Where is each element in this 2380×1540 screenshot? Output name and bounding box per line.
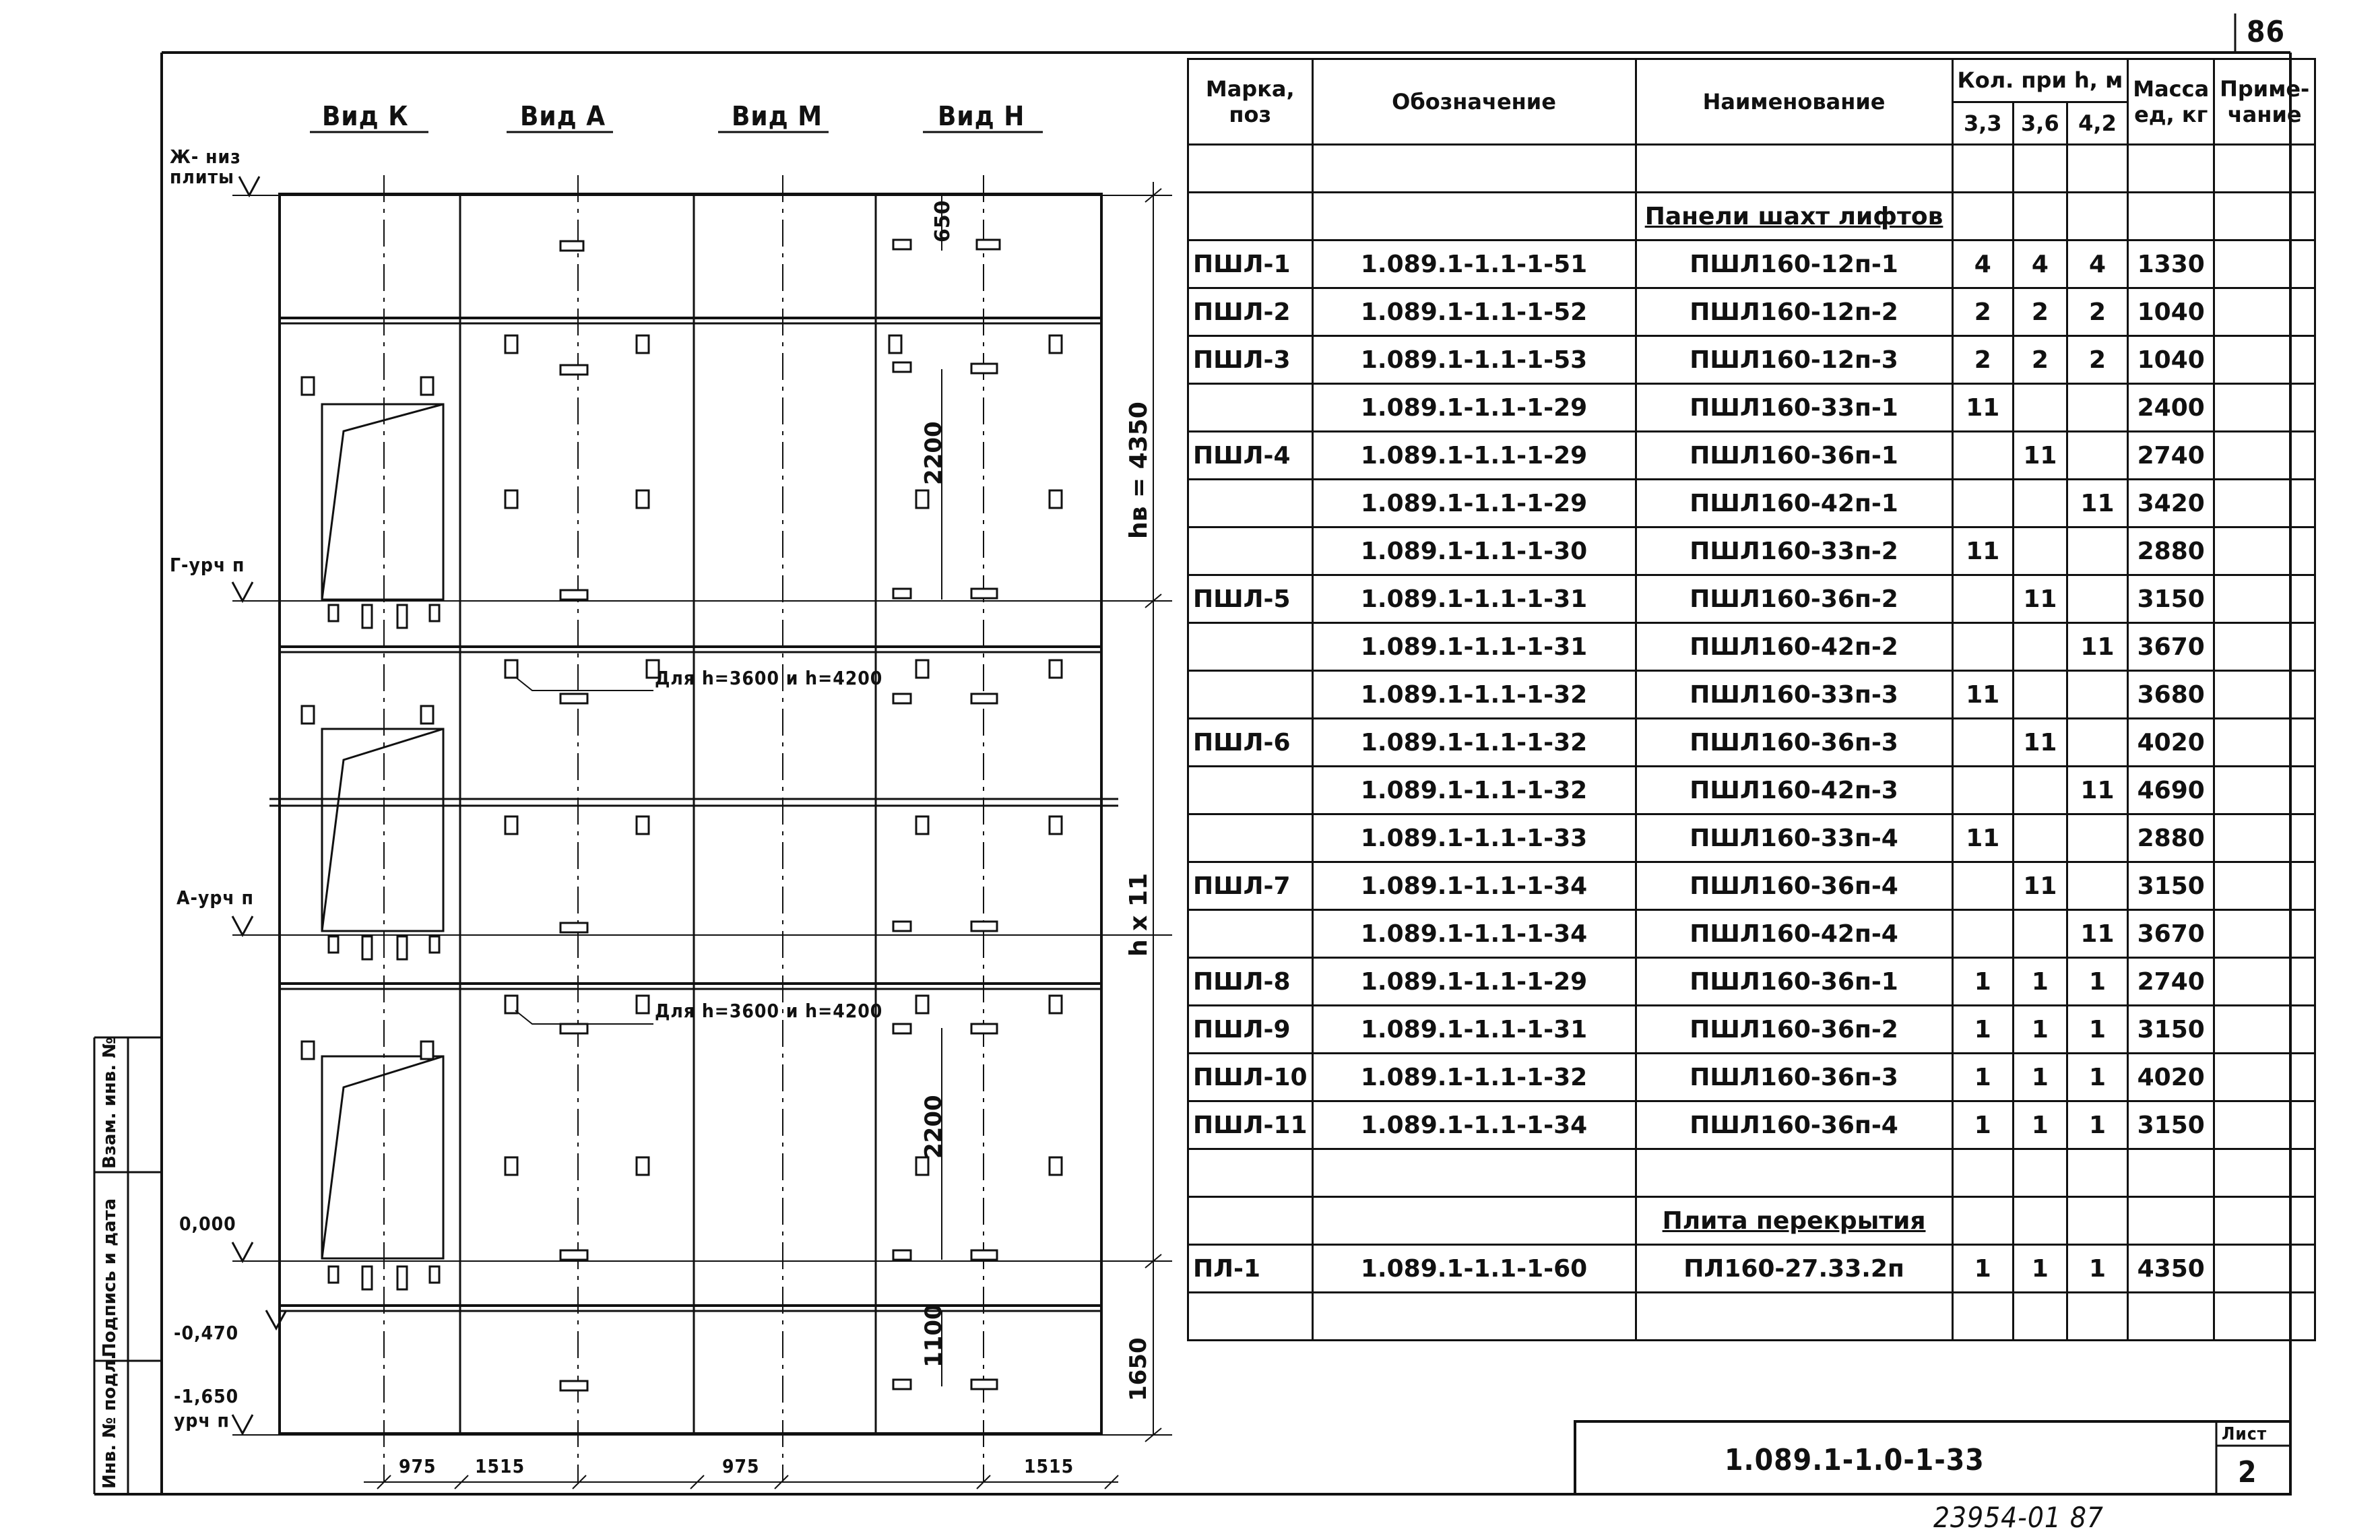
note-h-second: Для h=3600 и h=4200: [655, 1000, 883, 1022]
cell-q36: 11: [2014, 575, 2067, 623]
dim-975-b: 975: [722, 1455, 760, 1477]
cell-q36: [2014, 384, 2067, 432]
cell-q42: 11: [2067, 623, 2128, 671]
cell-q42: 1: [2067, 958, 2128, 1006]
cell-mass: 3150: [2128, 575, 2214, 623]
col-mass: Масса ед, кг: [2128, 59, 2214, 145]
cell-q33: [1952, 623, 2013, 671]
cell-q42: [2067, 719, 2128, 767]
cell-q42: [2067, 814, 2128, 862]
table-body: [1188, 240, 2315, 1149]
cell-q33: [1952, 432, 2013, 480]
section-slab: Плита перекрытия: [1636, 1197, 1952, 1245]
cell-note: [2214, 480, 2315, 527]
cell-q42: [2067, 862, 2128, 910]
cell-mass: 1040: [2128, 288, 2214, 336]
cell-mark: [1188, 384, 1313, 432]
cell-q36: 11: [2014, 862, 2067, 910]
level-a: А-урч п: [176, 887, 254, 909]
cell-q42: 4: [2067, 240, 2128, 288]
cell-name: ПШЛ160-33п-3: [1636, 671, 1952, 719]
cell-q33: 1: [1952, 958, 2013, 1006]
cell-note: [2214, 575, 2315, 623]
cell-note: [2214, 384, 2315, 432]
cell-designation: 1.089.1-1.1-1-32: [1312, 767, 1636, 814]
cell-q42: [2067, 575, 2128, 623]
cell-q36: [2014, 527, 2067, 575]
cell-q36: [2014, 767, 2067, 814]
cell-note: [2214, 862, 2315, 910]
table-row: [1188, 958, 2315, 1006]
cell-mark: ПШЛ-11: [1188, 1101, 1313, 1149]
table-row: [1188, 575, 2315, 623]
cell-mark: ПШЛ-5: [1188, 575, 1313, 623]
cell-q33: 1: [1952, 1245, 2013, 1293]
cell-designation: 1.089.1-1.1-1-32: [1312, 1054, 1636, 1101]
cell-mass: 2880: [2128, 814, 2214, 862]
cell-mark: ПШЛ-1: [1188, 240, 1313, 288]
level-minus047: -0,470: [174, 1322, 239, 1344]
level-g: Г-урч п: [170, 554, 245, 576]
view-n-title: Вид Н: [938, 101, 1025, 132]
cell-note: [2214, 623, 2315, 671]
cell-note: [2214, 767, 2315, 814]
cell-note: [2214, 719, 2315, 767]
cell-mark: [1188, 623, 1313, 671]
cell-note: [2214, 1054, 2315, 1101]
cell-name: ПШЛ160-42п-4: [1636, 910, 1952, 958]
cell-designation: 1.089.1-1.1-1-34: [1312, 862, 1636, 910]
cell-designation: 1.089.1-1.1-1-34: [1312, 910, 1636, 958]
table-row: [1188, 384, 2315, 432]
cell-mark: [1188, 671, 1313, 719]
table-row: [1188, 432, 2315, 480]
cell-designation: 1.089.1-1.1-1-34: [1312, 1101, 1636, 1149]
table-row: [1188, 1101, 2315, 1149]
cell-q33: [1952, 910, 2013, 958]
cell-mass: 4690: [2128, 767, 2214, 814]
cell-q36: [2014, 910, 2067, 958]
cell-designation: 1.089.1-1.1-1-31: [1312, 1006, 1636, 1054]
table-row: [1188, 240, 2315, 288]
section-lift-panels: Панели шахт лифтов: [1636, 193, 1952, 240]
cell-note: [2214, 1006, 2315, 1054]
view-m-title: Вид М: [732, 101, 823, 132]
stamp-inv-podl: Инв. № подл.: [100, 1353, 120, 1489]
cell-q33: 11: [1952, 384, 2013, 432]
cell-mass: 4020: [2128, 1054, 2214, 1101]
cell-q33: [1952, 575, 2013, 623]
table-row: [1188, 814, 2315, 862]
sheet-label: Лист: [2222, 1424, 2268, 1444]
cell-mark: ПШЛ-8: [1188, 958, 1313, 1006]
cell-q33: 11: [1952, 671, 2013, 719]
cell-q42: 11: [2067, 480, 2128, 527]
cell-note: [2214, 671, 2315, 719]
cell-mass: 3680: [2128, 671, 2214, 719]
stamp-vzam: Взам. инв. №: [100, 1037, 120, 1169]
cell-designation: 1.089.1-1.1-1-51: [1312, 240, 1636, 288]
cell-mark: ПЛ-1: [1188, 1245, 1313, 1293]
dim-2200-b: 2200: [920, 1095, 947, 1159]
cell-name: ПШЛ160-12п-3: [1636, 336, 1952, 384]
col-designation: Обозначение: [1312, 59, 1636, 145]
cell-q36: 1: [2014, 958, 2067, 1006]
cell-q33: 2: [1952, 336, 2013, 384]
cell-q42: [2067, 671, 2128, 719]
cell-mark: ПШЛ-10: [1188, 1054, 1313, 1101]
cell-designation: 1.089.1-1.1-1-60: [1312, 1245, 1636, 1293]
cell-designation: 1.089.1-1.1-1-29: [1312, 384, 1636, 432]
table-row: [1188, 480, 2315, 527]
cell-mark: ПШЛ-2: [1188, 288, 1313, 336]
view-k-title: Вид К: [322, 101, 409, 132]
col-h33: 3,3: [1952, 102, 2013, 145]
cell-name: ПШЛ160-42п-3: [1636, 767, 1952, 814]
cell-note: [2214, 910, 2315, 958]
cell-q33: 1: [1952, 1101, 2013, 1149]
cell-mark: [1188, 527, 1313, 575]
table-row: [1188, 623, 2315, 671]
cell-q42: 11: [2067, 767, 2128, 814]
cell-q42: [2067, 432, 2128, 480]
cell-note: [2214, 1245, 2315, 1293]
spec-table: [1187, 58, 2316, 1341]
dim-975-a: 975: [399, 1455, 437, 1477]
cell-designation: 1.089.1-1.1-1-29: [1312, 958, 1636, 1006]
cell-mass: 3420: [2128, 480, 2214, 527]
cell-note: [2214, 958, 2315, 1006]
cell-q33: 11: [1952, 814, 2013, 862]
cell-mark: [1188, 480, 1313, 527]
col-name: Наименование: [1636, 59, 1952, 145]
cell-mass: 2880: [2128, 527, 2214, 575]
cell-designation: 1.089.1-1.1-1-31: [1312, 575, 1636, 623]
cell-mass: 1330: [2128, 240, 2214, 288]
cell-note: [2214, 1101, 2315, 1149]
col-h36: 3,6: [2014, 102, 2067, 145]
table-row: [1188, 719, 2315, 767]
table-row: [1188, 671, 2315, 719]
cell-mass: 1040: [2128, 336, 2214, 384]
cell-name: ПШЛ160-12п-1: [1636, 240, 1952, 288]
cell-mark: [1188, 814, 1313, 862]
cell-designation: 1.089.1-1.1-1-52: [1312, 288, 1636, 336]
cell-mark: ПШЛ-7: [1188, 862, 1313, 910]
cell-q42: 1: [2067, 1101, 2128, 1149]
col-qty: Кол. при h, м: [1952, 59, 2128, 102]
cell-q36: [2014, 480, 2067, 527]
cell-designation: 1.089.1-1.1-1-30: [1312, 527, 1636, 575]
cell-q33: [1952, 767, 2013, 814]
cell-name: ПЛ160-27.33.2п: [1636, 1245, 1952, 1293]
cell-mark: [1188, 767, 1313, 814]
handwritten-footer: 23954-01 87: [1933, 1501, 2104, 1534]
cell-q42: [2067, 527, 2128, 575]
cell-q42: [2067, 384, 2128, 432]
table-row: [1188, 862, 2315, 910]
table-row: [1188, 336, 2315, 384]
cell-q42: 11: [2067, 910, 2128, 958]
stamp-podpis: Подпись и дата: [100, 1198, 120, 1357]
cell-q42: 1: [2067, 1054, 2128, 1101]
page-number: 86: [2247, 15, 2286, 49]
dim-h-x11: h x 11: [1125, 872, 1153, 957]
dim-1100: 1100: [920, 1304, 947, 1368]
table-row: [1188, 1054, 2315, 1101]
table-blank-row: [1188, 1293, 2315, 1341]
level-minus165: -1,650: [174, 1385, 239, 1407]
table-row: [1188, 1245, 2315, 1293]
cell-q33: 4: [1952, 240, 2013, 288]
cell-designation: 1.089.1-1.1-1-32: [1312, 719, 1636, 767]
document-code: 1.089.1-1.0-1-33: [1725, 1443, 1985, 1477]
cell-mark: ПШЛ-6: [1188, 719, 1313, 767]
cell-mass: 3150: [2128, 1006, 2214, 1054]
cell-mass: 3670: [2128, 623, 2214, 671]
table-header-row: [1188, 59, 2315, 102]
table-blank-row: [1188, 1149, 2315, 1197]
cell-note: [2214, 336, 2315, 384]
cell-name: ПШЛ160-12п-2: [1636, 288, 1952, 336]
cell-designation: 1.089.1-1.1-1-33: [1312, 814, 1636, 862]
dim-650: 650: [931, 200, 955, 243]
cell-note: [2214, 527, 2315, 575]
cell-q33: [1952, 719, 2013, 767]
cell-q33: [1952, 480, 2013, 527]
cell-name: ПШЛ160-36п-2: [1636, 1006, 1952, 1054]
cell-q36: 11: [2014, 719, 2067, 767]
cell-q33: 1: [1952, 1054, 2013, 1101]
cell-mass: 3670: [2128, 910, 2214, 958]
cell-mark: ПШЛ-4: [1188, 432, 1313, 480]
cell-name: ПШЛ160-36п-4: [1636, 1101, 1952, 1149]
table-blank-row: [1188, 145, 2315, 193]
level-minus165-sub: урч п: [174, 1409, 230, 1432]
cell-designation: 1.089.1-1.1-1-31: [1312, 623, 1636, 671]
dim-2200-a: 2200: [920, 421, 947, 485]
cell-mass: 3150: [2128, 1101, 2214, 1149]
cell-q33: 11: [1952, 527, 2013, 575]
cell-q42: 2: [2067, 288, 2128, 336]
col-h42: 4,2: [2067, 102, 2128, 145]
cell-name: ПШЛ160-42п-1: [1636, 480, 1952, 527]
cell-designation: 1.089.1-1.1-1-32: [1312, 671, 1636, 719]
cell-q36: 1: [2014, 1054, 2067, 1101]
cell-q42: 1: [2067, 1245, 2128, 1293]
cell-q33: 1: [1952, 1006, 2013, 1054]
level-zero: 0,000: [179, 1213, 236, 1235]
cell-designation: 1.089.1-1.1-1-53: [1312, 336, 1636, 384]
cell-mass: 3150: [2128, 862, 2214, 910]
col-mark: Марка, поз: [1188, 59, 1313, 145]
level-bottom-slab: Ж- низ плиты: [170, 146, 241, 188]
cell-q33: [1952, 862, 2013, 910]
cell-mark: ПШЛ-9: [1188, 1006, 1313, 1054]
cell-note: [2214, 432, 2315, 480]
dim-1515-a: 1515: [475, 1455, 525, 1477]
cell-q36: 11: [2014, 432, 2067, 480]
table-row: [1188, 527, 2315, 575]
cell-name: ПШЛ160-33п-2: [1636, 527, 1952, 575]
cell-q36: 1: [2014, 1006, 2067, 1054]
table-row: [1188, 767, 2315, 814]
dim-h-e: hв = 4350: [1125, 402, 1153, 539]
col-note: Приме- чание: [2214, 59, 2315, 145]
cell-q36: 2: [2014, 336, 2067, 384]
cell-note: [2214, 240, 2315, 288]
section-row: [1188, 1197, 2315, 1245]
section-row: [1188, 193, 2315, 240]
cell-q33: 2: [1952, 288, 2013, 336]
cell-name: ПШЛ160-36п-1: [1636, 958, 1952, 1006]
cell-q36: 4: [2014, 240, 2067, 288]
cell-name: ПШЛ160-33п-1: [1636, 384, 1952, 432]
cell-mass: 4350: [2128, 1245, 2214, 1293]
cell-q36: 1: [2014, 1101, 2067, 1149]
cell-name: ПШЛ160-33п-4: [1636, 814, 1952, 862]
cell-mass: 2400: [2128, 384, 2214, 432]
cell-q42: 1: [2067, 1006, 2128, 1054]
cell-name: ПШЛ160-36п-3: [1636, 1054, 1952, 1101]
cell-mass: 2740: [2128, 432, 2214, 480]
cell-q36: 1: [2014, 1245, 2067, 1293]
cell-designation: 1.089.1-1.1-1-29: [1312, 432, 1636, 480]
cell-designation: 1.089.1-1.1-1-29: [1312, 480, 1636, 527]
cell-q36: [2014, 671, 2067, 719]
dim-1515-b: 1515: [1024, 1455, 1074, 1477]
sheet-number: 2: [2238, 1455, 2257, 1489]
table-row: [1188, 1006, 2315, 1054]
table-row: [1188, 288, 2315, 336]
cell-mark: ПШЛ-3: [1188, 336, 1313, 384]
view-a-title: Вид А: [520, 101, 606, 132]
cell-mass: 4020: [2128, 719, 2214, 767]
cell-q36: [2014, 623, 2067, 671]
table-row: [1188, 910, 2315, 958]
cell-q36: [2014, 814, 2067, 862]
cell-note: [2214, 814, 2315, 862]
cell-q42: 2: [2067, 336, 2128, 384]
dim-1650: 1650: [1125, 1337, 1152, 1401]
cell-name: ПШЛ160-36п-1: [1636, 432, 1952, 480]
cell-mark: [1188, 910, 1313, 958]
cell-name: ПШЛ160-36п-4: [1636, 862, 1952, 910]
cell-note: [2214, 288, 2315, 336]
note-h-first: Для h=3600 и h=4200: [655, 667, 883, 689]
cell-name: ПШЛ160-36п-3: [1636, 719, 1952, 767]
cell-mass: 2740: [2128, 958, 2214, 1006]
cell-name: ПШЛ160-36п-2: [1636, 575, 1952, 623]
cell-q36: 2: [2014, 288, 2067, 336]
cell-name: ПШЛ160-42п-2: [1636, 623, 1952, 671]
